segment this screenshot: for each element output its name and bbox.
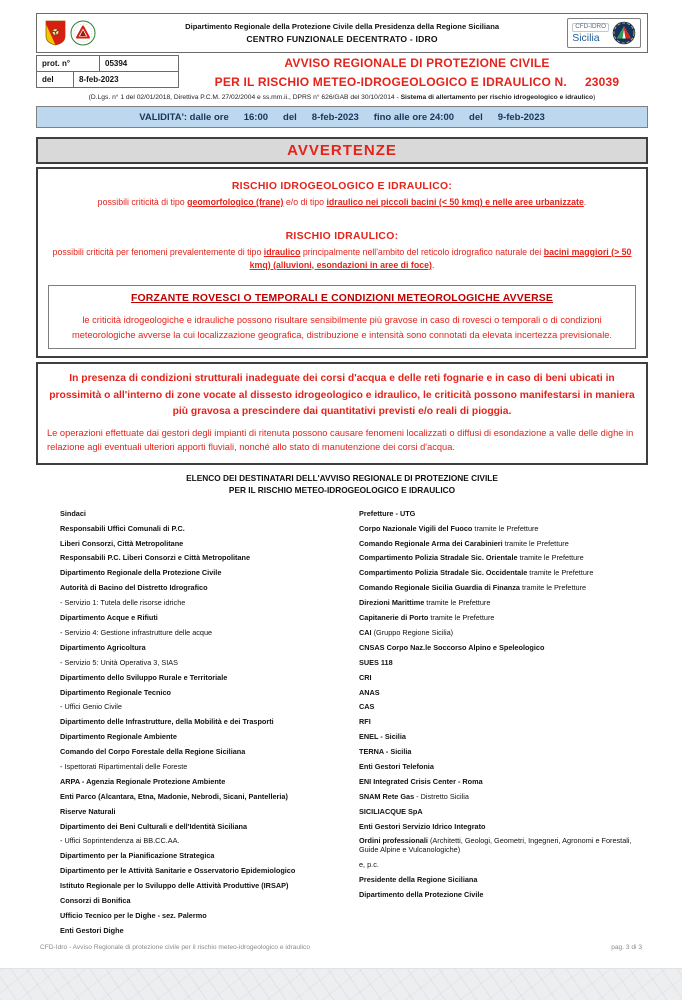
recipient-item: Dipartimento Agricoltura [60, 642, 146, 652]
validity-bar [36, 106, 648, 128]
recipient-item: Corpo Nazionale Vigili del Fuoco tramite le Prefetture [359, 523, 539, 533]
recipient-item: ENI Integrated Crisis Center - Roma [359, 776, 483, 786]
recipients-heading-line2: PER IL RISCHIO METEO-IDROGEOLOGICO E IDRAULICO [228, 484, 456, 495]
recipient-item: Istituto Regionale per lo Sviluppo delle Attività Produttive (IRSAP) [60, 881, 289, 891]
recipient-item: Presidente della Regione Siciliana [359, 874, 478, 884]
recipients-column-left [60, 507, 359, 939]
recipient-item: SNAM Rete Gas - Distretto Sicilia [359, 791, 469, 801]
recipient-item: Dipartimento della Protezione Civile [359, 889, 484, 899]
recipient-item: Dipartimento per la Pianificazione Strategica [60, 851, 215, 861]
recipient-item: Dipartimento dei Beni Culturali e dell'Identità Siciliana [60, 821, 248, 831]
forcing-box [48, 285, 636, 349]
notice-title-line1: AVVISO REGIONALE DI PROTEZIONE CIVILE [284, 56, 550, 70]
recipient-item: Dipartimento delle Infrastrutture, della Mobilità e dei Trasporti [60, 717, 274, 727]
prot-number-value: 05394 [99, 55, 179, 72]
warnings-box [36, 167, 648, 358]
cfd-idro-badge [567, 18, 641, 48]
recipient-item: Dipartimento Acque e Rifiuti [60, 613, 158, 623]
recipient-item: Compartimento Polizia Stradale Sic. Occidentale tramite le Prefetture [359, 568, 594, 578]
page-footer [40, 944, 642, 951]
recipient-item: Consorzi di Bonifica [60, 895, 131, 905]
notice-title-line2-text: PER IL RISCHIO METEO-IDROGEOLOGICO E IDRAULICO N. [214, 75, 567, 89]
protocol-and-title [36, 56, 648, 91]
recipient-item: CAS [359, 702, 375, 712]
prot-date-label: del [36, 71, 74, 88]
recipient-item: Enti Gestori Servizio Idrico Integrato [359, 821, 486, 831]
risk-hydrogeological-title: RISCHIO IDROGEOLOGICO E IDRAULICO: [231, 181, 453, 192]
validity-part: 16:00 [243, 111, 269, 123]
recipient-item: Liberi Consorzi, Città Metropolitane [60, 538, 184, 548]
notice-title [186, 56, 648, 89]
recipient-item: Prefetture - UTG [359, 508, 416, 518]
recipient-item: - Ispettorati Ripartimentali delle Foreste [60, 761, 188, 771]
recipient-item: Capitanerie di Porto tramite le Prefetture [359, 613, 495, 623]
forcing-text: le criticità idrogeologiche e idrauliche possono risultare sensibilmente più gravose in caso di rovesci o temporali o di condizioni meteorologiche avverse la cui localizzazione geografica, distribuzione e intensità sono connotati da elevata incertezza previsionale. [71, 315, 613, 340]
recipients-column-right [359, 507, 648, 939]
recipient-item: Responsabili Uffici Comunali di P.C. [60, 523, 185, 533]
risk-hydraulic-text: possibili criticità per fenomeni prevalentemente di tipo idraulico principalmente nell'ambito del reticolo idrografico naturale dei bacini maggiori (> 50 kmq) (alluvioni, esondazioni in aree di foce). [52, 246, 632, 270]
recipient-item: ARPA - Agenzia Regionale Protezione Ambiente [60, 776, 226, 786]
validity-part: VALIDITA': dalle ore [139, 111, 229, 123]
recipient-item: SICILIACQUE SpA [359, 806, 423, 816]
sicily-coat-of-arms-icon [45, 20, 66, 46]
recipient-item: e, p.c. [359, 859, 379, 869]
recipient-item: - Servizio 1: Tutela delle risorse idriche [60, 598, 186, 608]
legal-references: (D.Lgs. n° 1 del 02/01/2018, Direttiva P.C.M. 27/02/2004 e ss.mm.ii., DPRS n° 626/GAB del 30/10/2014 - Sistema di allertamento per rischio idrogeologico e idraulico) [88, 94, 596, 101]
document-body [36, 13, 648, 939]
protezione-civile-logo-icon [612, 21, 636, 45]
department-line1: Dipartimento Regionale della Protezione Civile della Presidenza della Regione Siciliana [185, 22, 500, 31]
recipient-item: Dipartimento Regionale Ambiente [60, 732, 177, 742]
forcing-title: FORZANTE ROVESCI O TEMPORALI E CONDIZIONI METEOROLOGICHE AVVERSE [130, 293, 554, 305]
recipient-item: Enti Gestori Telefonia [359, 761, 434, 771]
recipient-item: Dipartimento Regionale della Protezione Civile [60, 568, 222, 578]
recipient-item: - Servizio 4: Gestione infrastrutture delle acque [60, 627, 213, 637]
recipient-item: CNSAS Corpo Naz.le Soccorso Alpino e Speleologico [359, 642, 545, 652]
recipient-item: Sindaci [60, 508, 86, 518]
recipient-item: Direzioni Marittime tramite le Prefetture [359, 598, 491, 608]
validity-part: 9-feb-2023 [497, 111, 545, 123]
department-title [117, 22, 567, 44]
recipient-item: ANAS [359, 687, 380, 697]
validity-part: del [469, 111, 483, 123]
badge-cfd-idro-label: CFD-IDRO [572, 23, 609, 32]
recipient-item: CRI [359, 672, 372, 682]
recipient-item: - Uffici Soprintendenza ai BB.CC.AA. [60, 836, 180, 846]
recipients-heading-line1: ELENCO DEI DESTINATARI DELL'AVVISO REGIONALE DI PROTEZIONE CIVILE [186, 473, 498, 484]
recipient-item: Dipartimento dello Sviluppo Rurale e Territoriale [60, 672, 228, 682]
risk-hydrogeological-text: possibili criticità di tipo geomorfologico (frane) e/o di tipo idraulico nei piccoli bacini (< 50 kmq) e nelle aree urbanizzate. [97, 197, 587, 207]
recipient-item: TERNA - Sicilia [359, 747, 412, 757]
background-map-texture [0, 968, 682, 1000]
recipient-item: CAI (Gruppo Regione Sicilia) [359, 627, 454, 637]
recipient-item: Dipartimento Regionale Tecnico [60, 687, 171, 697]
recipient-item: Comando Regionale Arma dei Carabinieri tramite le Prefetture [359, 538, 569, 548]
validity-part: 8-feb-2023 [311, 111, 359, 123]
recipient-item: Responsabili P.C. Liberi Consorzi e Città Metropolitane [60, 553, 251, 563]
risk-hydraulic-title: RISCHIO IDRAULICO: [285, 230, 399, 242]
recipient-item: ENEL - Sicilia [359, 732, 406, 742]
cfd-idro-badge-text [572, 23, 609, 44]
recipients-heading [36, 473, 648, 495]
additional-warnings-box [36, 362, 648, 465]
recipient-item: Enti Parco (Alcantara, Etna, Madonie, Nebrodi, Sicani, Pantelleria) [60, 791, 288, 801]
recipient-item: SUES 118 [359, 657, 393, 667]
footer-document-label: CFD-Idro - Avviso Regionale di protezione civile per il rischio meteo-idrogeologico e idraulico [40, 944, 310, 951]
recipient-item: - Servizio 5: Unità Operativa 3, SIAS [60, 657, 179, 667]
recipient-item: Comando del Corpo Forestale della Regione Siciliana [60, 747, 246, 757]
notice-number: 23039 [584, 75, 620, 89]
structural-conditions-paragraph: In presenza di condizioni strutturali inadeguate dei corsi d'acqua e delle reti fognarie e in caso di beni ubicati in prossimità o all'interno di zone vocate al dissesto idrogeologico e idraulico, le criticità possono manifestarsi in maniera più gravosa a prescindere dai quantitativi previsti e/o reali di pioggia. [49, 373, 635, 417]
recipient-item: RFI [359, 717, 371, 727]
recipient-item: - Uffici Genio Civile [60, 702, 122, 712]
footer-page-number: pag. 3 di 3 [611, 944, 642, 951]
recipient-item: Dipartimento per le Attività Sanitarie e Osservatorio Epidemiologico [60, 866, 296, 876]
avvertenze-banner: AVVERTENZE [36, 137, 648, 164]
recipient-item: Compartimento Polizia Stradale Sic. Orientale tramite le Prefetture [359, 553, 584, 563]
notice-title-line2 [186, 75, 648, 89]
recipient-item: Riserve Naturali [60, 806, 116, 816]
prot-date-value: 8-feb-2023 [73, 71, 179, 88]
document-header [36, 13, 648, 53]
recipient-item: Comando Regionale Sicilia Guardia di Finanza tramite le Prefetture [359, 583, 587, 593]
recipient-item: Ordini professionali (Architetti, Geologi, Geometri, Ingegneri, Agronomi e Forestali, Guide Alpine e Vulcanologiche) [359, 836, 632, 855]
validity-part: del [283, 111, 297, 123]
badge-sicilia-label: Sicilia [572, 31, 600, 44]
department-line2: CENTRO FUNZIONALE DECENTRATO - IDRO [246, 34, 438, 44]
dam-operations-paragraph: Le operazioni effettuate dai gestori degli impianti di ritenuta possono causare fenomeni localizzati o diffusi di esondazione a valle delle dighe in relazione agli eventuali ulteriori apporti fluviali, nonché allo stato di manutenzione dei corsi d'acqua. [47, 428, 634, 453]
recipient-item: Ufficio Tecnico per le Dighe - sez. Palermo [60, 910, 207, 920]
prot-number-label: prot. n° [36, 55, 100, 72]
recipient-item: Enti Gestori Dighe [60, 925, 124, 935]
drpc-sicilia-logo-icon [70, 20, 96, 46]
header-logos [37, 20, 117, 46]
validity-part: fino alle ore 24:00 [373, 111, 455, 123]
recipient-item: Autorità di Bacino del Distretto Idrografico [60, 583, 208, 593]
recipients-columns [36, 507, 648, 939]
